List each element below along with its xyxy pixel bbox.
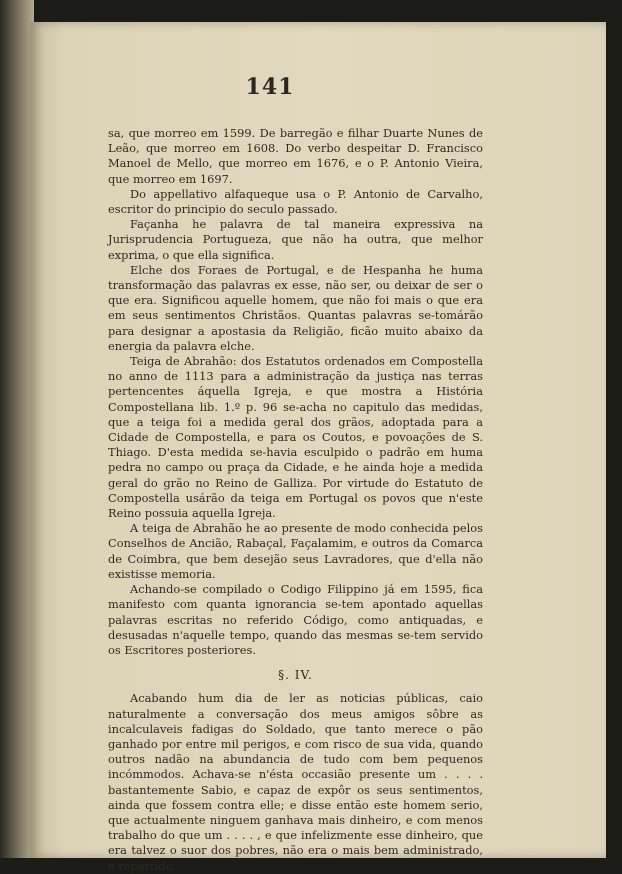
paragraph: Façanha he palavra de tal maneira expressiva na Jurisprudencia Portugueza, que não ha outra, que melhor exprima, o que ella significa. bbox=[108, 217, 483, 262]
book-spine bbox=[0, 0, 34, 858]
section-title: §. IV. bbox=[278, 668, 313, 683]
paragraph: A teiga de Abrahão he ao presente de modo conhecida pelos Conselhos de Ancião, Rabaçal, Façalamim, e outros da Comarca de Coimbra, que bem desejão seus Lavradores, que d'ella não existisse memoria. bbox=[108, 521, 483, 581]
paragraph: Elche dos Foraes de Portugal, e de Hespanha he huma transformação das palavras ex esse, não ser, ou deixar de ser o que era. Significou aquelle homem, que não foi mais o que era em seus sentimentos Christãos. Quantas palavras se-tomárão para designar a apostasia da Religião, ficão muito abaixo da energia da palavra elche. bbox=[108, 262, 483, 353]
page-text bbox=[108, 126, 483, 874]
paragraph: Achando-se compilado o Codigo Filippino já em 1595, fica manifesto com quanta ignorancia se-tem apontado aquellas palavras escritas no referido Código, como antiquadas, e desusadas n'aquelle tempo, quando das mesmas se-tem servido os Escritores posteriores. bbox=[108, 582, 483, 657]
section-paragraph: Acabando hum dia de ler as noticias públicas, caio naturalmente a conversação dos meus amigos sôbre as incalculaveis fadigas do Soldado, que tanto merece o pão ganhado por entre mil perigos, e com risco de sua vida, quando outros nadão na abundancia de tudo com bem pequenos incómmodos. Achava-se n'ésta occasião presente um . . . . bastantemente Sabio, e capaz de expôr os seus sentimentos, ainda que fossem contra elle; e disse então este homem serio, que actualmente ninguem ganhava mais dinheiro, e com menos trabalho do que um . . . . , e que infelizmente esse dinheiro, que era talvez o suor dos pobres, não era o mais bem administrado, e repartido. bbox=[108, 691, 483, 873]
paragraph: Teiga de Abrahão: dos Estatutos ordenados em Compostella no anno de 1113 para a administração da justiça nas terras pertencentes áquella Igreja, e que mostra a História Compostellana lib. 1.º p. 96 se-acha no capitulo das medidas, que a teiga foi a medida geral dos grãos, adoptada para a Cidade de Compostella, e para os Coutos, e povoações de S. Thiago. D'esta medida se-havia esculpido o padrão em huma pedra no campo ou praça da Cidade, e he ainda hoje a medida geral do grão no Reino de Galliza. Por virtude do Estatuto de Compostella usárão da teiga em Portugal os povos que n'este Reino possuia aquella Igreja. bbox=[108, 354, 483, 521]
page-number: 141 bbox=[245, 74, 295, 100]
paragraph: Do appellativo alfaqueque usa o P. Antonio de Carvalho, escritor do principio do seculo passado. bbox=[108, 186, 483, 217]
paragraph: sa, que morreo em 1599. De barregão e filhar Duarte Nunes de Leão, que morreo em 1608. Do verbo despeitar D. Francisco Manoel de Mello, que morreo em 1676, e o P. Antonio Vieira, que morreo em 1697. bbox=[108, 126, 483, 186]
